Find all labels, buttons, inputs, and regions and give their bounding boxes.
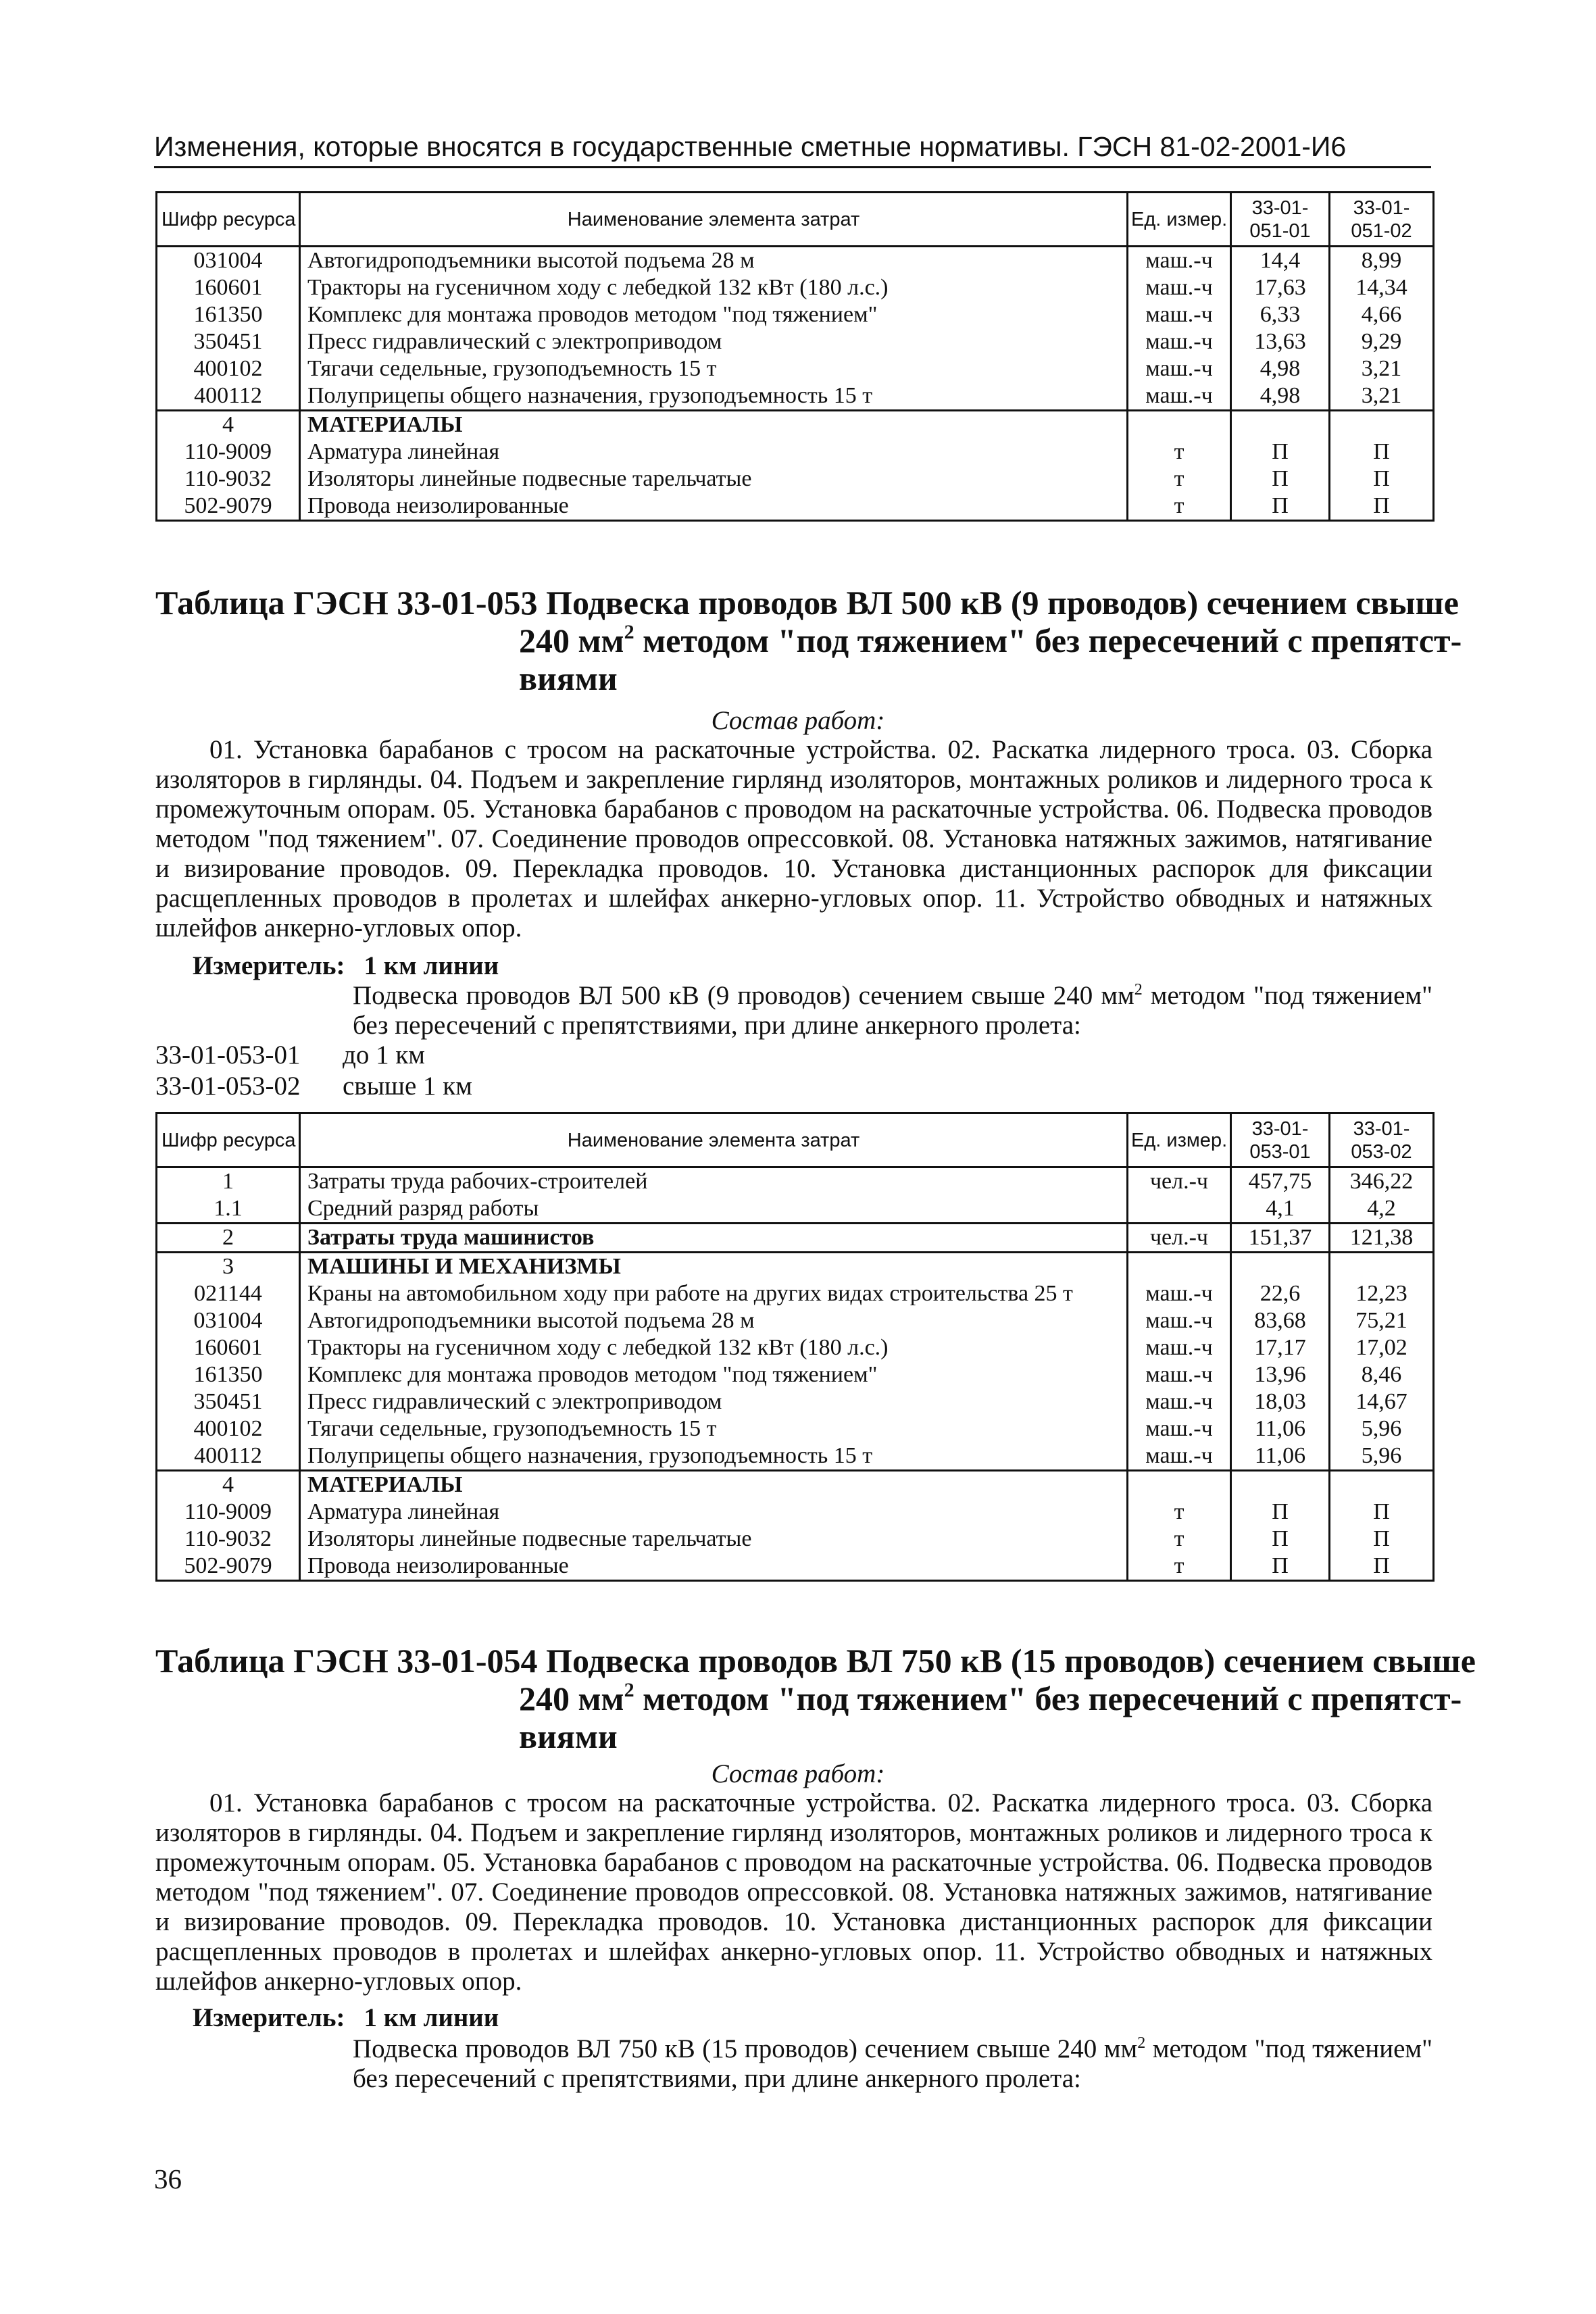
resource-code-cell: 160601	[157, 1334, 300, 1361]
header-norm-053-02: 33-01- 053-02	[1330, 1113, 1434, 1167]
cost-element-cell: Полуприцепы общего назначения, грузоподъемность 15 т	[307, 1443, 873, 1468]
unit-cell: т	[1128, 466, 1231, 493]
resource-code-cell: 110-9009	[157, 1499, 300, 1526]
table-row	[157, 466, 1434, 493]
resource-code-cell: 400102	[157, 355, 300, 382]
resource-table-053	[155, 1112, 1435, 1582]
norm-value-2-cell: П	[1330, 1526, 1434, 1553]
table-row	[157, 1167, 1434, 1196]
table-row	[157, 411, 1434, 439]
composition-text-053: 01. Установка барабанов с тросом на раскаточные устройства. 02. Раскатка лидерного троса. 03. Сборка изоляторов в гирлянды. 04. Подъем и закрепление гирлянд изоляторов, монтажных роликов и лидерного троса к промежуточным опорам. 05. Установка барабанов с проводом на раскаточные устройства. 06. Подвеска проводов методом "под тяжением". 07. Соединение проводов опрессовкой. 08. Установка натяжных зажимов, натягивание и визирование проводов. 09. Перекладка проводов. 10. Установка дистанционных распорок для фиксации расщепленных проводов в пролетах и шлейфах анкерно-угловых опор. 11. Устройство обводных и натяжных шлейфов анкерно-угловых опор.	[155, 735, 1432, 942]
norm-value-1-cell: 4,98	[1231, 355, 1330, 382]
norm-value-1-cell: 13,63	[1231, 328, 1330, 355]
norm-value-1-cell: П	[1231, 1526, 1330, 1553]
measure-053: Измеритель: 1 км линии	[193, 951, 499, 980]
resource-code-cell: 031004	[157, 1307, 300, 1334]
table-row	[157, 1280, 1434, 1307]
resource-code-cell: 031004	[157, 247, 300, 275]
table-row	[157, 1361, 1434, 1388]
norm-value-2-cell: 121,38	[1330, 1224, 1434, 1253]
table-row	[157, 382, 1434, 411]
norm-value-1-cell	[1231, 1471, 1330, 1499]
resource-code-cell: 2	[157, 1224, 300, 1253]
unit-cell: маш.-ч	[1128, 328, 1231, 355]
cost-element-cell: Провода неизолированные	[300, 1553, 1128, 1581]
resource-table-051	[155, 191, 1435, 522]
table-054-title: Таблица ГЭСН 33-01-054 Подвеска проводов ВЛ 750 кВ (15 проводов) сечением свыше 240 $мм^2$ методом "под тяжением" без пересечений с препятст- виями	[155, 1642, 1476, 1755]
resource-code-cell: 400102	[157, 1415, 300, 1442]
header-unit: Ед. измер.	[1128, 1113, 1231, 1167]
norm-value-1-cell: П	[1231, 1499, 1330, 1526]
norm-value-1-cell: 17,63	[1231, 274, 1330, 301]
header-norm-051-01: 33-01- 051-01	[1231, 193, 1330, 247]
resource-code-cell: 502-9079	[157, 1553, 300, 1581]
unit-cell	[1128, 1253, 1231, 1281]
cost-element-cell: МАТЕРИАЛЫ	[300, 411, 1128, 439]
header-resource-code: Шифр ресурса	[157, 1113, 300, 1167]
resource-code-cell: 3	[157, 1253, 300, 1281]
resource-code-cell: 1.1	[157, 1195, 300, 1224]
norm-value-1-cell: 11,06	[1231, 1442, 1330, 1471]
resource-code-cell: 400112	[157, 1442, 300, 1471]
header-norm-051-02: 33-01- 051-02	[1330, 193, 1434, 247]
norm-value-2-cell	[1330, 1253, 1434, 1281]
norm-value-2-cell: 14,67	[1330, 1388, 1434, 1415]
resource-code-cell: 110-9032	[157, 466, 300, 493]
table-row	[157, 1499, 1434, 1526]
unit-cell: маш.-ч	[1128, 1442, 1231, 1471]
norm-value-2-cell	[1330, 1471, 1434, 1499]
table-row	[157, 1253, 1434, 1281]
unit-cell: маш.-ч	[1128, 274, 1231, 301]
norm-value-2-cell: 5,96	[1330, 1415, 1434, 1442]
table-row	[157, 1195, 1434, 1224]
table-row	[157, 247, 1434, 275]
table-row	[157, 1307, 1434, 1334]
norm-value-2-cell: 3,21	[1330, 382, 1434, 411]
norm-value-1-cell: 4,1	[1231, 1195, 1330, 1224]
header-unit: Ед. измер.	[1128, 193, 1231, 247]
norm-value-2-cell: П	[1330, 466, 1434, 493]
variant-053-02: 33-01-053-02 свыше 1 км	[155, 1072, 472, 1101]
cost-element-cell: Тракторы на гусеничном ходу с лебедкой 132 кВт (180 л.с.)	[307, 275, 889, 300]
cost-element-cell: Краны на автомобильном ходу при работе на других видах строительства 25 т	[307, 1281, 1073, 1306]
composition-label-054: Состав работ:	[711, 1759, 885, 1788]
norm-value-1-cell: 17,17	[1231, 1334, 1330, 1361]
norm-value-2-cell: 4,2	[1330, 1195, 1434, 1224]
norm-value-2-cell: 5,96	[1330, 1442, 1434, 1471]
resource-code-cell: 1	[157, 1167, 300, 1196]
table-row	[157, 355, 1434, 382]
cost-element-cell: Изоляторы линейные подвесные тарельчатые	[307, 466, 752, 491]
resource-code-cell: 350451	[157, 1388, 300, 1415]
unit-cell: чел.-ч	[1128, 1224, 1231, 1253]
norm-value-1-cell: 4,98	[1231, 382, 1330, 411]
table-row	[157, 1442, 1434, 1471]
measure-054: Измеритель: 1 км линии	[193, 2003, 499, 2032]
resource-code-cell: 4	[157, 1471, 300, 1499]
norm-value-1-cell: 83,68	[1231, 1307, 1330, 1334]
norm-value-1-cell: П	[1231, 493, 1330, 521]
variant-053-01: 33-01-053-01 до 1 км	[155, 1040, 425, 1070]
norm-value-2-cell: П	[1330, 1553, 1434, 1581]
unit-cell	[1128, 411, 1231, 439]
cost-element-cell: Тягачи седельные, грузоподъемность 15 т	[307, 1416, 717, 1441]
unit-cell: маш.-ч	[1128, 1415, 1231, 1442]
norm-value-1-cell: 151,37	[1231, 1224, 1330, 1253]
norm-value-1-cell: 457,75	[1231, 1167, 1330, 1196]
cost-element-cell: Автогидроподъемники высотой подъема 28 м	[307, 248, 755, 273]
norm-value-2-cell: П	[1330, 493, 1434, 521]
unit-cell: чел.-ч	[1128, 1167, 1231, 1196]
norm-value-1-cell	[1231, 1253, 1330, 1281]
running-header: Изменения, которые вносятся в государственные сметные нормативы. ГЭСН 81-02-2001-И6	[154, 130, 1431, 168]
unit-cell: маш.-ч	[1128, 355, 1231, 382]
unit-cell: маш.-ч	[1128, 1307, 1231, 1334]
table-row	[157, 438, 1434, 466]
resource-code-cell: 021144	[157, 1280, 300, 1307]
cost-element-cell: Провода неизолированные	[300, 493, 1128, 521]
resource-code-cell: 400112	[157, 382, 300, 411]
table-row	[157, 274, 1434, 301]
unit-cell: т	[1128, 1526, 1231, 1553]
table-row	[157, 1334, 1434, 1361]
norm-value-1-cell: П	[1231, 1553, 1330, 1581]
norm-value-1-cell: 6,33	[1231, 301, 1330, 328]
header-cost-element: Наименование элемента затрат	[300, 193, 1128, 247]
table-row	[157, 493, 1434, 521]
cost-element-cell: Тракторы на гусеничном ходу с лебедкой 132 кВт (180 л.с.)	[307, 1335, 889, 1360]
resource-code-cell: 4	[157, 411, 300, 439]
norm-value-2-cell: 346,22	[1330, 1167, 1434, 1196]
norm-value-1-cell	[1231, 411, 1330, 439]
norm-value-1-cell: 13,96	[1231, 1361, 1330, 1388]
norm-value-2-cell: 8,99	[1330, 247, 1434, 275]
resource-code-cell: 161350	[157, 1361, 300, 1388]
table-053-title: Таблица ГЭСН 33-01-053 Подвеска проводов ВЛ 500 кВ (9 проводов) сечением свыше 240 $мм^2$ методом "под тяжением" без пересечений с препятст- виями	[155, 584, 1462, 697]
unit-cell: маш.-ч	[1128, 1388, 1231, 1415]
resource-code-cell: 160601	[157, 274, 300, 301]
resource-code-cell: 110-9032	[157, 1526, 300, 1553]
norm-value-2-cell: 75,21	[1330, 1307, 1434, 1334]
norm-value-2-cell: 3,21	[1330, 355, 1434, 382]
cost-element-cell: Изоляторы линейные подвесные тарельчатые	[307, 1526, 752, 1551]
norm-value-2-cell: 9,29	[1330, 328, 1434, 355]
norm-value-2-cell: 12,23	[1330, 1280, 1434, 1307]
cost-element-cell: МАТЕРИАЛЫ	[300, 1471, 1128, 1499]
unit-cell: т	[1128, 493, 1231, 521]
norm-value-1-cell: 18,03	[1231, 1388, 1330, 1415]
cost-element-cell: Тягачи седельные, грузоподъемность 15 т	[307, 356, 717, 381]
unit-cell	[1128, 1471, 1231, 1499]
header-norm-053-01: 33-01- 053-01	[1231, 1113, 1330, 1167]
resource-code-cell: 502-9079	[157, 493, 300, 521]
cost-element-cell: Комплекс для монтажа проводов методом "под тяжением"	[307, 302, 878, 327]
norm-value-1-cell: 22,6	[1231, 1280, 1330, 1307]
resource-code-cell: 161350	[157, 301, 300, 328]
norm-value-1-cell: 14,4	[1231, 247, 1330, 275]
unit-cell: маш.-ч	[1128, 1334, 1231, 1361]
unit-cell: т	[1128, 438, 1231, 466]
norm-value-2-cell: 4,66	[1330, 301, 1434, 328]
cost-element-cell: МАШИНЫ И МЕХАНИЗМЫ	[300, 1253, 1128, 1281]
unit-cell	[1128, 1195, 1231, 1224]
composition-text-054: 01. Установка барабанов с тросом на раскаточные устройства. 02. Раскатка лидерного троса. 03. Сборка изоляторов в гирлянды. 04. Подъем и закрепление гирлянд изоляторов, монтажных роликов и лидерного троса к промежуточным опорам. 05. Установка барабанов с проводом на раскаточные устройства. 06. Подвеска проводов методом "под тяжением". 07. Соединение проводов опрессовкой. 08. Установка натяжных зажимов, натягивание и визирование проводов. 09. Перекладка проводов. 10. Установка дистанционных распорок для фиксации расщепленных проводов в пролетах и шлейфах анкерно-угловых опор. 11. Устройство обводных и натяжных шлейфов анкерно-угловых опор.	[155, 1788, 1432, 1996]
cost-element-cell: Арматура линейная	[307, 439, 500, 464]
unit-cell: т	[1128, 1553, 1231, 1581]
unit-cell: т	[1128, 1499, 1231, 1526]
cost-element-cell: Затраты труда машинистов	[300, 1224, 1128, 1253]
resource-code-cell: 110-9009	[157, 438, 300, 466]
norm-value-2-cell: П	[1330, 1499, 1434, 1526]
unit-cell: маш.-ч	[1128, 1361, 1231, 1388]
table-row	[157, 1471, 1434, 1499]
norm-value-1-cell: П	[1231, 466, 1330, 493]
cost-element-cell: Пресс гидравлический с электроприводом	[307, 1389, 722, 1414]
norm-value-2-cell: 17,02	[1330, 1334, 1434, 1361]
cost-element-cell: Комплекс для монтажа проводов методом "под тяжением"	[307, 1362, 878, 1387]
norm-value-1-cell: 11,06	[1231, 1415, 1330, 1442]
cost-element-cell: Полуприцепы общего назначения, грузоподъемность 15 т	[307, 383, 873, 408]
cost-element-cell: Арматура линейная	[307, 1499, 500, 1524]
norm-value-2-cell: 8,46	[1330, 1361, 1434, 1388]
norm-value-2-cell: П	[1330, 438, 1434, 466]
table-row	[157, 1388, 1434, 1415]
resource-code-cell: 350451	[157, 328, 300, 355]
header-resource-code: Шифр ресурса	[157, 193, 300, 247]
cost-element-cell: Пресс гидравлический с электроприводом	[307, 329, 722, 354]
table-row	[157, 1224, 1434, 1253]
table-row	[157, 1526, 1434, 1553]
table-row	[157, 301, 1434, 328]
cost-element-cell: Средний разряд работы	[300, 1195, 1128, 1224]
page-number: 36	[154, 2163, 182, 2194]
unit-cell: маш.-ч	[1128, 382, 1231, 411]
cost-element-cell: Автогидроподъемники высотой подъема 28 м	[307, 1308, 755, 1333]
table-row	[157, 1553, 1434, 1581]
norm-value-2-cell: 14,34	[1330, 274, 1434, 301]
unit-cell: маш.-ч	[1128, 1280, 1231, 1307]
description-054: Подвеска проводов ВЛ 750 кВ (15 проводов) сечением свыше 240 $мм^2$ методом "под тяжением" без пересечений с препятствиями, при длине анкерного пролета:	[353, 2034, 1432, 2093]
table-row	[157, 328, 1434, 355]
table-row	[157, 1415, 1434, 1442]
description-053: Подвеска проводов ВЛ 500 кВ (9 проводов) сечением свыше 240 $мм^2$ методом "под тяжением" без пересечений с препятствиями, при длине анкерного пролета:	[353, 981, 1432, 1040]
header-cost-element: Наименование элемента затрат	[300, 1113, 1128, 1167]
norm-value-1-cell: П	[1231, 438, 1330, 466]
norm-value-2-cell	[1330, 411, 1434, 439]
unit-cell: маш.-ч	[1128, 247, 1231, 275]
cost-element-cell: Затраты труда рабочих-строителей	[307, 1169, 648, 1194]
composition-label-053: Состав работ:	[711, 706, 885, 735]
unit-cell: маш.-ч	[1128, 301, 1231, 328]
